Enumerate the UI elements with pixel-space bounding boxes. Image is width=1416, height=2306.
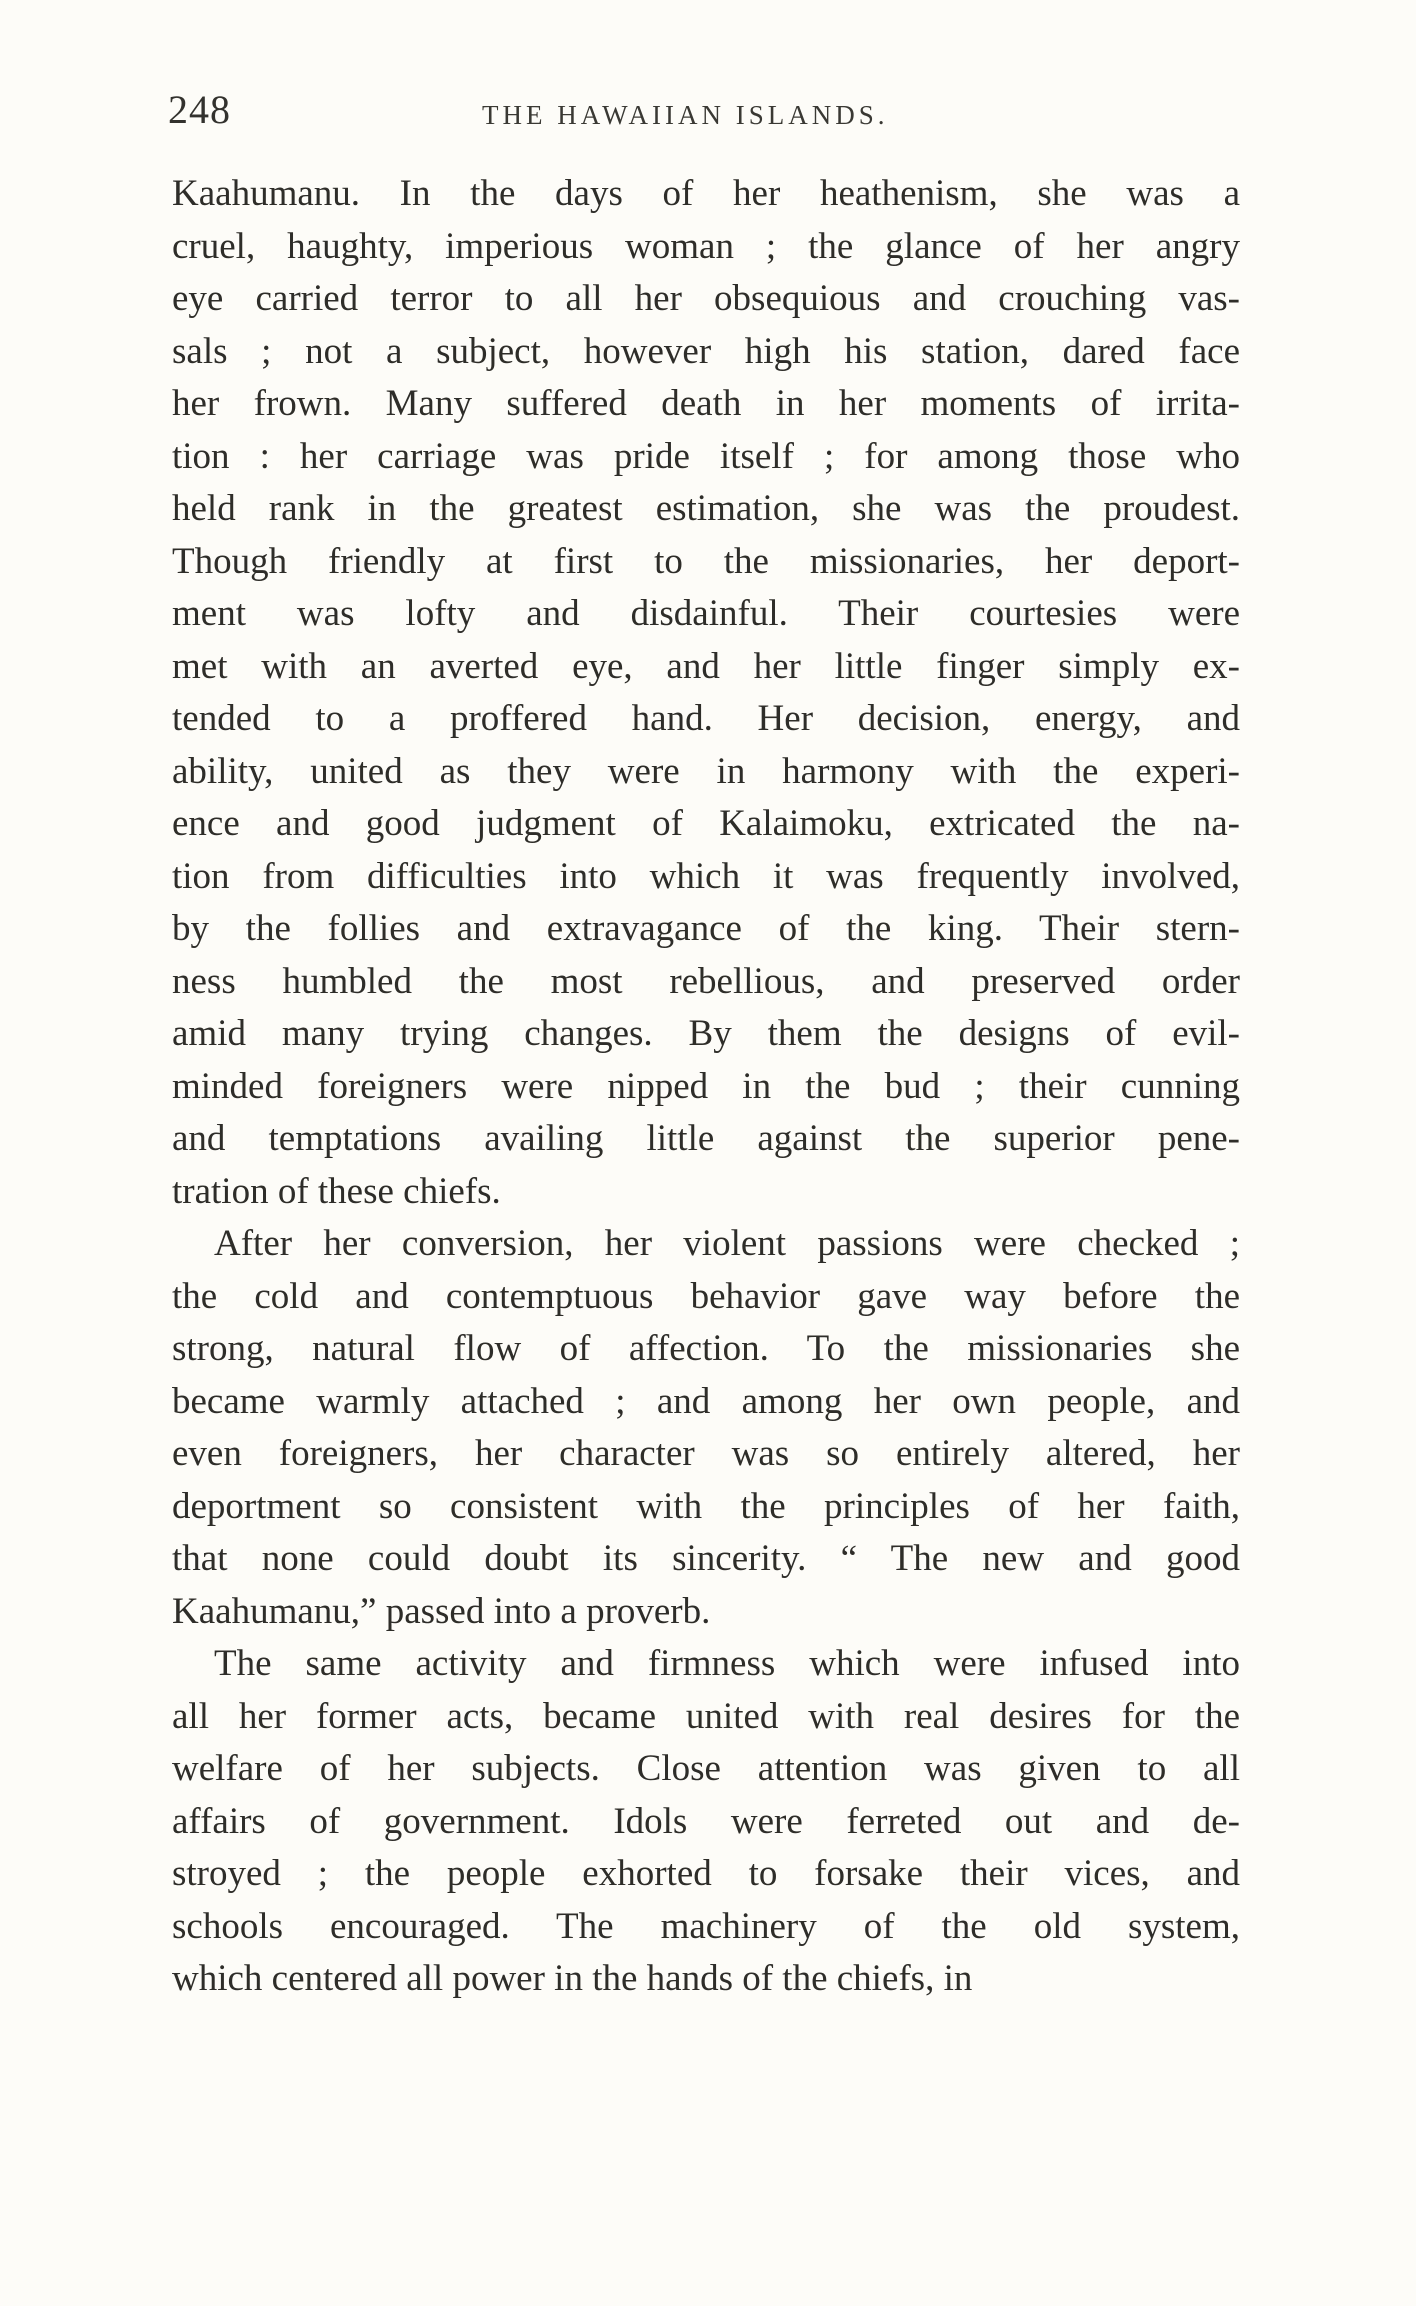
- paragraph: [172, 1218, 1240, 1638]
- text-line: even foreigners, her character was so entirely altered, her: [172, 1433, 1240, 1474]
- text-line: ment was lofty and disdainful. Their courtesies were: [172, 593, 1240, 634]
- text-line: After her conversion, her violent passions were checked ;: [214, 1223, 1240, 1264]
- text-line: and temptations availing little against the superior pene-: [172, 1118, 1240, 1159]
- text-line: held rank in the greatest estimation, she was the proudest.: [172, 488, 1240, 529]
- text-line: tion : her carriage was pride itself ; for among those who: [172, 435, 1240, 477]
- text-line: amid many trying changes. By them the designs of evil-: [172, 1013, 1240, 1054]
- text-line: sals ; not a subject, however high his station, dared face: [172, 330, 1240, 372]
- text-line: ness humbled the most rebellious, and preserved order: [172, 960, 1240, 1002]
- text-line: tion from difficulties into which it was frequently involved,: [172, 855, 1240, 897]
- body-text: [172, 168, 1240, 2006]
- text-line: that none could doubt its sincerity. “ The new and good: [172, 1538, 1240, 1579]
- text-line: her frown. Many suffered death in her moments of irrita-: [172, 383, 1240, 424]
- text-line: deportment so consistent with the principles of her faith,: [172, 1485, 1240, 1527]
- page-number: 248: [168, 87, 231, 132]
- text-line: Though friendly at first to the missionaries, her deport-: [172, 540, 1240, 582]
- text-line: tended to a proffered hand. Her decision, energy, and: [172, 698, 1240, 739]
- text-line: eye carried terror to all her obsequious and crouching vas-: [172, 278, 1240, 319]
- text-line: minded foreigners were nipped in the bud ; their cunning: [172, 1065, 1240, 1107]
- text-line: met with an averted eye, and her little finger simply ex-: [172, 645, 1240, 687]
- text-line: Kaahumanu,” passed into a proverb.: [172, 1590, 711, 1632]
- text-line: tration of these chiefs.: [172, 1170, 501, 1212]
- text-line: Kaahumanu. In the days of her heathenism, she was a: [172, 173, 1240, 214]
- text-line: became warmly attached ; and among her own people, and: [172, 1380, 1240, 1422]
- text-line: by the follies and extravagance of the king. Their stern-: [172, 908, 1240, 949]
- text-line: the cold and contemptuous behavior gave way before the: [172, 1275, 1240, 1317]
- running-title: THE HAWAIIAN ISLANDS.: [482, 100, 889, 130]
- paragraph: [172, 168, 1240, 1218]
- text-line: which centered all power in the hands of the chiefs, in: [172, 1958, 973, 1999]
- text-line: cruel, haughty, imperious woman ; the glance of her angry: [172, 225, 1240, 267]
- paragraph: [172, 1638, 1240, 2006]
- text-line: ence and good judgment of Kalaimoku, extricated the na-: [172, 803, 1240, 844]
- text-line: The same activity and firmness which were infused into: [214, 1643, 1240, 1684]
- text-line: strong, natural flow of affection. To the missionaries she: [172, 1328, 1240, 1369]
- text-line: welfare of her subjects. Close attention was given to all: [172, 1748, 1240, 1789]
- text-line: stroyed ; the people exhorted to forsake their vices, and: [172, 1853, 1240, 1894]
- text-line: all her former acts, became united with real desires for the: [172, 1695, 1240, 1737]
- text-line: affairs of government. Idols were ferreted out and de-: [172, 1800, 1240, 1842]
- text-line: ability, united as they were in harmony with the experi-: [172, 750, 1240, 792]
- text-line: schools encouraged. The machinery of the old system,: [172, 1905, 1240, 1947]
